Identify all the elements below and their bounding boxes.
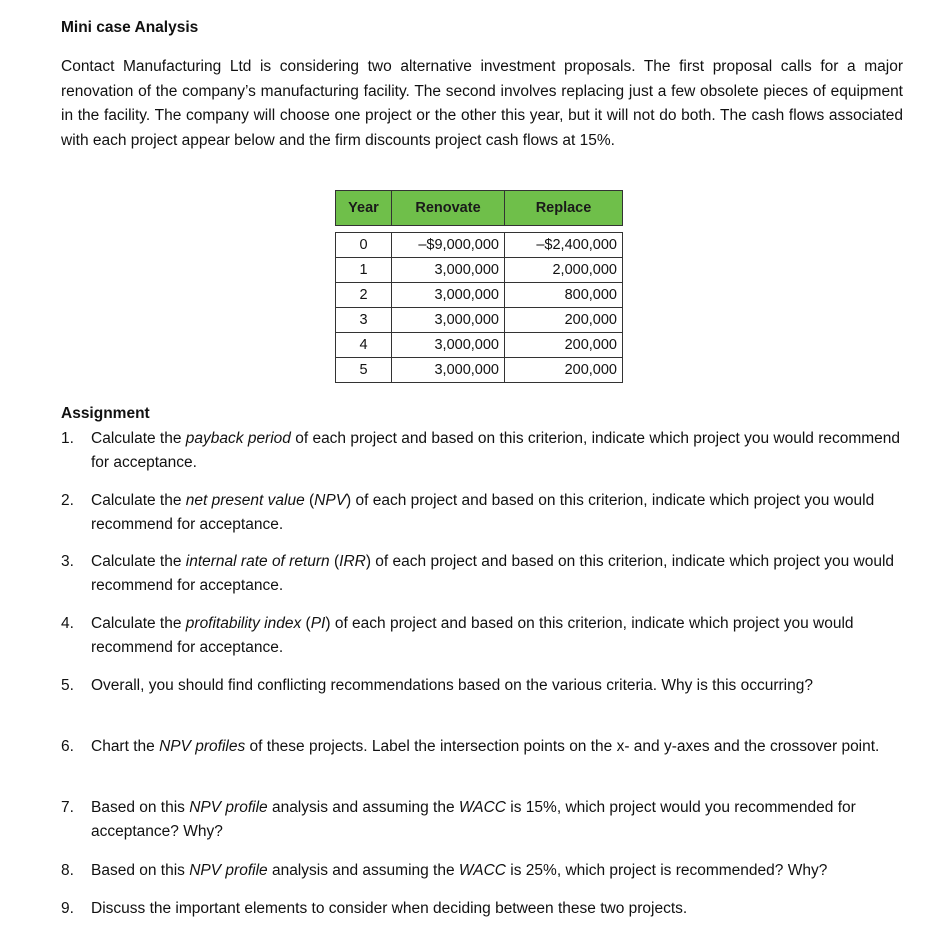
question-7	[61, 796, 901, 844]
cell-year: 1	[336, 258, 392, 283]
cell-replace: 2,000,000	[505, 258, 623, 283]
cell-renovate: 3,000,000	[392, 283, 505, 308]
cell-replace: 200,000	[505, 333, 623, 358]
cell-replace: 800,000	[505, 283, 623, 308]
question-number: 1.	[61, 430, 74, 447]
question-9	[61, 897, 901, 921]
header-replace: Replace	[505, 191, 623, 226]
question-text: Chart the NPV profiles of these projects. Label the intersection points on the x- and y-axes and the crossover point.	[91, 738, 880, 755]
question-4	[61, 612, 901, 660]
intro-paragraph: Contact Manufacturing Ltd is considering two alternative investment proposals. The first proposal calls for a major renovation of the company’s manufacturing facility. The second involves replacing just a few obsolete pieces of equipment in the facility. The company will choose one project or the other this year, but it will not do both. The cash flows associated with each project appear below and the firm discounts project cash flows at 15%.	[61, 58, 903, 149]
table-row	[336, 283, 623, 308]
header-year: Year	[336, 191, 392, 226]
table-header-row	[336, 191, 623, 226]
question-text: Calculate the net present value (NPV) of each project and based on this criterion, indicate which project you would recommend for acceptance.	[91, 492, 875, 533]
question-text: Calculate the payback period of each project and based on this criterion, indicate which project you would recommend for acceptance.	[91, 430, 901, 471]
cash-flow-table	[335, 190, 623, 383]
cell-year: 5	[336, 358, 392, 383]
question-number: 9.	[61, 900, 74, 917]
cell-replace: 200,000	[505, 358, 623, 383]
table-row	[336, 258, 623, 283]
table-row	[336, 308, 623, 333]
question-number: 5.	[61, 677, 74, 694]
cell-replace: 200,000	[505, 308, 623, 333]
question-text: Based on this NPV profile analysis and assuming the WACC is 15%, which project would you recommended for acceptance? Why?	[91, 799, 856, 840]
question-number: 8.	[61, 862, 74, 879]
cell-year: 3	[336, 308, 392, 333]
question-number: 3.	[61, 553, 74, 570]
question-number: 7.	[61, 799, 74, 816]
question-text: Overall, you should find conflicting recommendations based on the various criteria. Why is this occurring?	[91, 677, 813, 694]
cell-renovate: 3,000,000	[392, 258, 505, 283]
question-number: 2.	[61, 492, 74, 509]
question-text: Calculate the internal rate of return (IRR) of each project and based on this criterion, indicate which project you would recommend for acceptance.	[91, 553, 895, 594]
question-number: 4.	[61, 615, 74, 632]
question-2	[61, 489, 901, 537]
question-5	[61, 674, 901, 698]
table-spacer-row	[336, 226, 623, 233]
assignment-heading: Assignment	[61, 405, 150, 422]
cell-renovate: 3,000,000	[392, 308, 505, 333]
question-number: 6.	[61, 738, 74, 755]
page-title: Mini case Analysis	[61, 19, 199, 36]
cell-renovate: –$9,000,000	[392, 233, 505, 258]
table-row	[336, 233, 623, 258]
cell-renovate: 3,000,000	[392, 333, 505, 358]
cell-year: 2	[336, 283, 392, 308]
question-3	[61, 550, 901, 598]
header-renovate: Renovate	[392, 191, 505, 226]
cell-year: 0	[336, 233, 392, 258]
question-6	[61, 735, 901, 759]
question-text: Calculate the profitability index (PI) of each project and based on this criterion, indicate which project you would recommend for acceptance.	[91, 615, 854, 656]
table-row	[336, 333, 623, 358]
question-text: Discuss the important elements to consider when deciding between these two projects.	[91, 900, 688, 917]
cell-renovate: 3,000,000	[392, 358, 505, 383]
question-1	[61, 427, 901, 475]
question-8	[61, 859, 901, 883]
cell-replace: –$2,400,000	[505, 233, 623, 258]
cell-year: 4	[336, 333, 392, 358]
table-row	[336, 358, 623, 383]
question-text: Based on this NPV profile analysis and assuming the WACC is 25%, which project is recommended? Why?	[91, 862, 828, 879]
